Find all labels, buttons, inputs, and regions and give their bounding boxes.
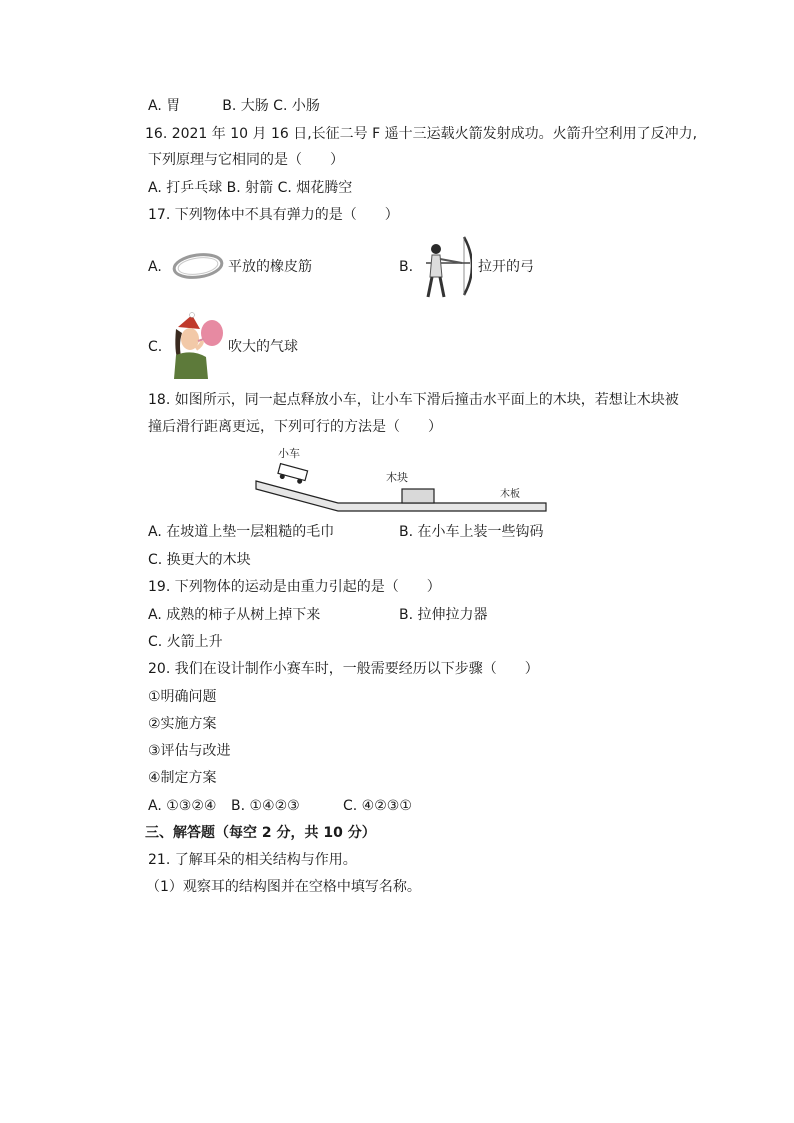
board-label: 木板	[500, 489, 520, 500]
q18-stem-line2: 撞后滑行距离更远，下列可行的方法是（ ）	[148, 419, 442, 435]
q19-option-b: B. 拉伸拉力器	[399, 607, 488, 623]
q19-option-c: C. 火箭上升	[148, 634, 223, 650]
archer-bow-image	[418, 233, 472, 299]
girl-balloon-image	[168, 311, 226, 379]
q17-option-b-letter: B.	[399, 259, 414, 275]
q20-option-b: B. ①④②③	[231, 798, 300, 814]
rubber-band-image	[170, 248, 226, 284]
q16-stem-line2: 下列原理与它相同的是（ ）	[148, 152, 344, 168]
q17-stem: 17. 下列物体中不具有弹力的是（ ）	[148, 207, 399, 223]
q18-option-a: A. 在坡道上垫一层粗糙的毛巾	[148, 524, 335, 540]
q16-stem-line1: 16. 2021 年 10 月 16 日,长征二号 F 遥十三运载火箭发射成功。火箭升空利用了反冲力,	[145, 126, 698, 142]
q17-option-a-letter: A.	[148, 259, 162, 275]
block-label: 木块	[386, 471, 408, 484]
ramp-diagram	[250, 443, 550, 523]
q17-option-c-text: 吹大的气球	[228, 339, 298, 355]
q19-option-a: A. 成熟的柿子从树上掉下来	[148, 607, 321, 623]
q17-option-b-text: 拉开的弓	[478, 259, 534, 275]
q15-options: A. 胃 B. 大肠 C. 小肠	[148, 98, 320, 114]
q20-step-4: ④制定方案	[148, 770, 217, 786]
q20-step-3: ③评估与改进	[148, 743, 231, 759]
q21-stem: 21. 了解耳朵的相关结构与作用。	[148, 852, 357, 868]
q18-option-c: C. 换更大的木块	[148, 552, 251, 568]
q20-step-1: ①明确问题	[148, 689, 217, 705]
car-label: 小车	[278, 447, 300, 460]
q20-option-a: A. ①③②④	[148, 798, 217, 814]
car-shape	[277, 464, 308, 485]
q17-option-c-letter: C.	[148, 339, 163, 355]
wood-block-shape	[402, 489, 434, 503]
q21-sub-question-1: （1）观察耳的结构图并在空格中填写名称。	[146, 879, 421, 895]
q20-option-c: C. ④②③①	[343, 798, 412, 814]
q18-stem-line1: 18. 如图所示，同一起点释放小车，让小车下滑后撞击水平面上的木块，若想让木块被	[148, 392, 679, 408]
q17-option-a-text: 平放的橡皮筋	[228, 259, 312, 275]
section-3-title: 三、解答题（每空 2 分，共 10 分）	[145, 825, 376, 841]
q20-stem: 20. 我们在设计制作小赛车时，一般需要经历以下步骤（ ）	[148, 661, 539, 677]
q20-step-2: ②实施方案	[148, 716, 217, 732]
q19-stem: 19. 下列物体的运动是由重力引起的是（ ）	[148, 579, 441, 595]
q16-options: A. 打乒乓球 B. 射箭 C. 烟花腾空	[148, 180, 353, 196]
q18-option-b: B. 在小车上装一些钩码	[399, 524, 544, 540]
